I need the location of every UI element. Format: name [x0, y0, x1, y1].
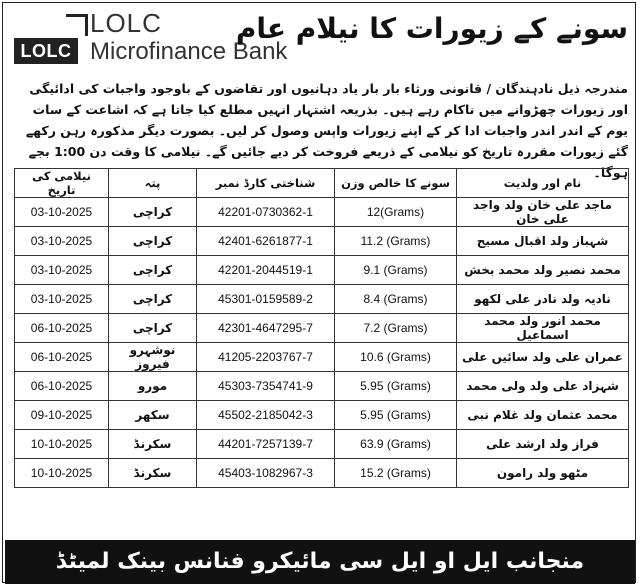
row-address: کراچی: [109, 285, 197, 314]
header-name: نام اور ولدیت: [457, 169, 629, 198]
row-auction-date: 03-10-2025: [15, 227, 109, 256]
row-weight: 12(Grams): [335, 198, 457, 227]
defaulters-table: [14, 168, 629, 488]
brand-name-line1: LOLC: [90, 8, 162, 38]
header-cnic: شناختی کارڈ نمبر: [197, 169, 335, 198]
row-name: محمد نصیر ولد محمد بخش: [457, 256, 629, 285]
brand-name-line2: Microfinance Bank: [90, 38, 288, 65]
logo-corner-mark: [66, 14, 88, 36]
row-auction-date: 09-10-2025: [15, 401, 109, 430]
row-name: ماجد علی خان ولد واجد علی خان: [457, 198, 629, 227]
row-auction-date: 10-10-2025: [15, 430, 109, 459]
row-auction-date: 06-10-2025: [15, 343, 109, 372]
row-auction-date: 06-10-2025: [15, 314, 109, 343]
table-row: [15, 198, 629, 227]
table-header-row: [15, 169, 629, 198]
row-auction-date: 10-10-2025: [15, 459, 109, 488]
row-cnic: 41205-2203767-7: [197, 343, 335, 372]
row-weight: 8.4 (Grams): [335, 285, 457, 314]
row-name: مٹھو ولد رامون: [457, 459, 629, 488]
row-cnic: 45502-2185042-3: [197, 401, 335, 430]
row-cnic: 42401-6261877-1: [197, 227, 335, 256]
row-weight: 63.9 (Grams): [335, 430, 457, 459]
table-row: [15, 459, 629, 488]
table-row: [15, 372, 629, 401]
row-cnic: 42301-4647295-7: [197, 314, 335, 343]
header-address: پتہ: [109, 169, 197, 198]
row-cnic: 45301-0159589-2: [197, 285, 335, 314]
table-row: [15, 256, 629, 285]
row-auction-date: 03-10-2025: [15, 198, 109, 227]
row-address: کراچی: [109, 256, 197, 285]
header-weight: سونے کا خالص وزن: [335, 169, 457, 198]
row-name: فراز ولد ارشد علی: [457, 430, 629, 459]
table-row: [15, 401, 629, 430]
row-weight: 9.1 (Grams): [335, 256, 457, 285]
footer-banner: منجانب ایل او ایل سی مائیکرو فنانس بینک لمیٹڈ: [5, 540, 635, 584]
row-weight: 5.95 (Grams): [335, 372, 457, 401]
row-address: کراچی: [109, 198, 197, 227]
row-cnic: 45303-7354741-9: [197, 372, 335, 401]
row-address: کراچی: [109, 314, 197, 343]
header-auction-date: نیلامی کی تاریخ: [15, 169, 109, 198]
notice-intro-text: مندرجہ ذیل نادہندگان / قانونی ورثاء بار بار یاد دہانیوں اور تقاضوں کے باوجود واجبات کی ادائیگی اور زیورات چھڑوانے میں ناکام رہے ہیں۔ بذریعہ اشتہار انہیں مطلع کیا جاتا ہے کہ اشاعت کے سات یوم کے اندر اندر واجبات ادا کر کے اپنے زیورات واپس وصول کر لیں۔ بصورت دیگر مذکورہ رہن رکھے گئے زیورات مقررہ تاریخ کو نیلامی کے ذریعے فروخت کر دیے جائیں گے۔ نیلامی کا وقت دن 1:00 بجے ہوگا۔: [25, 81, 628, 180]
logo-mark: LOLC: [14, 38, 78, 64]
notice-title: سونے کے زیورات کا نیلام عام: [235, 12, 628, 45]
table-row: [15, 285, 629, 314]
row-address: کراچی: [109, 227, 197, 256]
row-weight: 15.2 (Grams): [335, 459, 457, 488]
row-name: شہباز ولد اقبال مسیح: [457, 227, 629, 256]
row-name: محمد انور ولد محمد اسماعیل: [457, 314, 629, 343]
table-row: [15, 314, 629, 343]
row-address: نوشہرو فیروز: [109, 343, 197, 372]
row-address: سکرنڈ: [109, 459, 197, 488]
row-address: سکرنڈ: [109, 430, 197, 459]
table-row: [15, 343, 629, 372]
row-address: مورو: [109, 372, 197, 401]
row-cnic: 44201-7257139-7: [197, 430, 335, 459]
row-address: سکھر: [109, 401, 197, 430]
row-cnic: 42201-0730362-1: [197, 198, 335, 227]
row-weight: 11.2 (Grams): [335, 227, 457, 256]
row-cnic: 42201-2044519-1: [197, 256, 335, 285]
row-name: نادیہ ولد نادر علی لکھو: [457, 285, 629, 314]
row-weight: 7.2 (Grams): [335, 314, 457, 343]
row-name: محمد عثمان ولد غلام نبی: [457, 401, 629, 430]
row-auction-date: 03-10-2025: [15, 256, 109, 285]
row-name: عمران علی ولد سائیں علی: [457, 343, 629, 372]
table-row: [15, 227, 629, 256]
header: [14, 6, 628, 68]
table-row: [15, 430, 629, 459]
row-weight: 10.6 (Grams): [335, 343, 457, 372]
row-name: شہزاد علی ولد ولی محمد: [457, 372, 629, 401]
row-auction-date: 03-10-2025: [15, 285, 109, 314]
row-auction-date: 06-10-2025: [15, 372, 109, 401]
row-cnic: 45403-1082967-3: [197, 459, 335, 488]
row-weight: 5.95 (Grams): [335, 401, 457, 430]
